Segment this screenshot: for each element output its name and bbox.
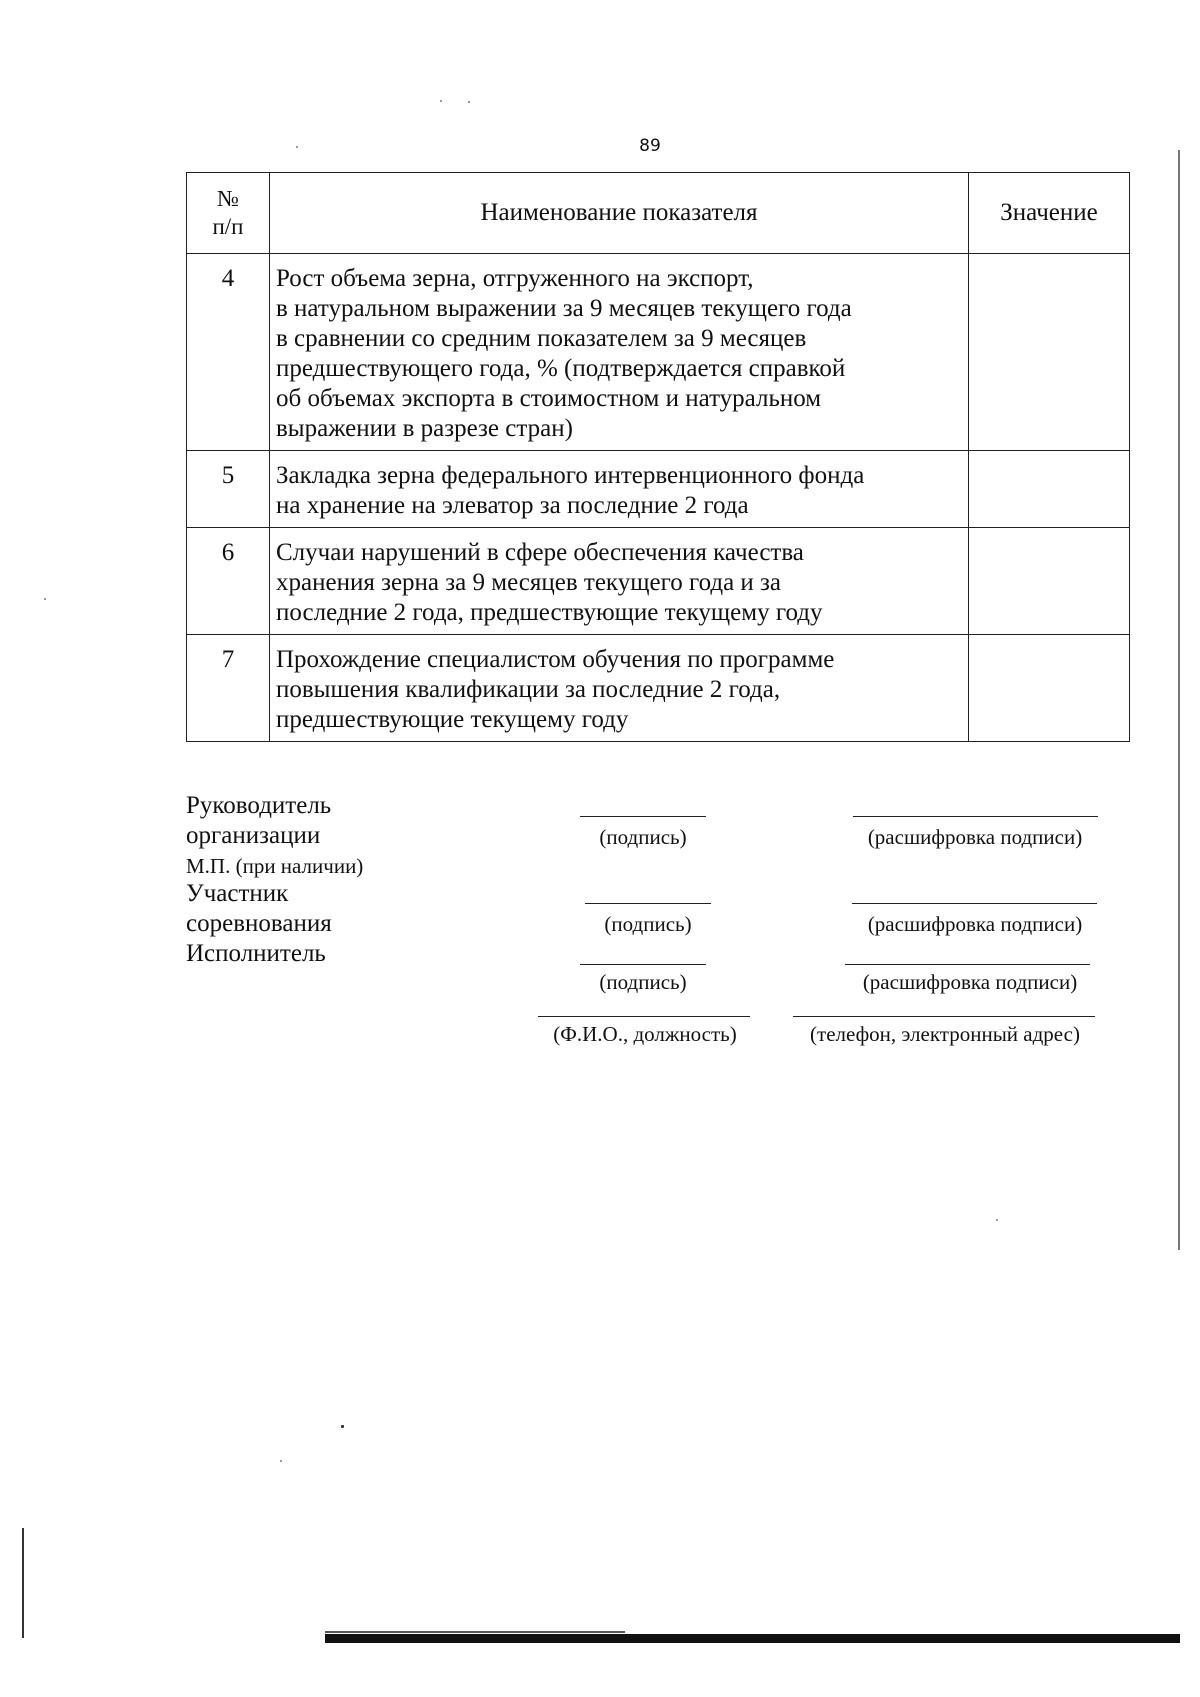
scan-edge-line [22, 1528, 24, 1638]
header-indicator-name: Наименование показателя [270, 173, 969, 254]
row-value-cell[interactable] [969, 254, 1130, 451]
participant-signature-caption: (подпись) [604, 912, 692, 936]
head-decryption-line[interactable] [853, 816, 1098, 817]
fio-caption: (Ф.И.О., должность) [553, 1022, 737, 1046]
competition-label: соревнования [186, 910, 332, 937]
contact-caption: (телефон, электронный адрес) [810, 1022, 1080, 1046]
head-signature-line[interactable] [580, 816, 706, 817]
scan-speck [996, 1219, 998, 1221]
participant-decryption-caption: (расшифровка подписи) [867, 912, 1083, 936]
executor-contact-line[interactable] [793, 1016, 1095, 1017]
row-indicator-name: Рост объема зерна, отгруженного на экспорт, в натуральном выражении за 9 месяцев текущего года в сравнении со средним показателем за 9 месяцев предшествующего года, % (подтверждается справкой об объемах экспорта в стоимостном и натуральном выражении в разрезе стран) [270, 254, 969, 451]
organization-label: организации [186, 822, 321, 849]
table-row [187, 451, 1130, 528]
page-number: 89 [639, 136, 661, 156]
table-row [187, 635, 1130, 742]
row-indicator-name: Случаи нарушений в сфере обеспечения качества хранения зерна за 9 месяцев текущего года и за последние 2 года, предшествующие текущему году [270, 528, 969, 635]
row-number: 7 [187, 635, 270, 742]
row-number: 6 [187, 528, 270, 635]
participant-decryption-line[interactable] [852, 903, 1097, 904]
head-decryption-caption: (расшифровка подписи) [867, 825, 1083, 849]
scan-speck [468, 101, 470, 103]
scan-bottom-bar [325, 1634, 1180, 1643]
row-value-cell[interactable] [969, 528, 1130, 635]
scan-speck [296, 146, 298, 148]
executor-signature-caption: (подпись) [599, 970, 687, 994]
scan-speck [280, 1460, 282, 1462]
scan-edge-line [1178, 150, 1180, 1250]
row-number: 4 [187, 254, 270, 451]
scan-speck [44, 598, 46, 600]
indicators-table [186, 172, 1130, 742]
table-row [187, 254, 1130, 451]
participant-label: Участник [186, 880, 289, 907]
scan-bottom-bar [325, 1631, 625, 1633]
head-label: Руководитель [186, 792, 332, 819]
table-row [187, 528, 1130, 635]
row-value-cell[interactable] [969, 451, 1130, 528]
header-value: Значение [969, 173, 1130, 254]
row-value-cell[interactable] [969, 635, 1130, 742]
header-number: № п/п [187, 173, 270, 254]
row-number: 5 [187, 451, 270, 528]
table-header-row [187, 173, 1130, 254]
row-indicator-name: Закладка зерна федерального интервенционного фонда на хранение на элеватор за последние 2 года [270, 451, 969, 528]
stamp-label: М.П. (при наличии) [186, 854, 364, 878]
executor-label: Исполнитель [186, 940, 326, 967]
row-indicator-name: Прохождение специалистом обучения по программе повышения квалификации за последние 2 года, предшествующие текущему году [270, 635, 969, 742]
scan-speck [341, 1425, 344, 1428]
scan-speck [440, 100, 442, 102]
participant-signature-line[interactable] [585, 903, 711, 904]
executor-decryption-caption: (расшифровка подписи) [862, 970, 1078, 994]
executor-decryption-line[interactable] [845, 964, 1090, 965]
executor-name-line[interactable] [538, 1016, 750, 1017]
executor-signature-line[interactable] [580, 964, 706, 965]
head-signature-caption: (подпись) [599, 825, 687, 849]
